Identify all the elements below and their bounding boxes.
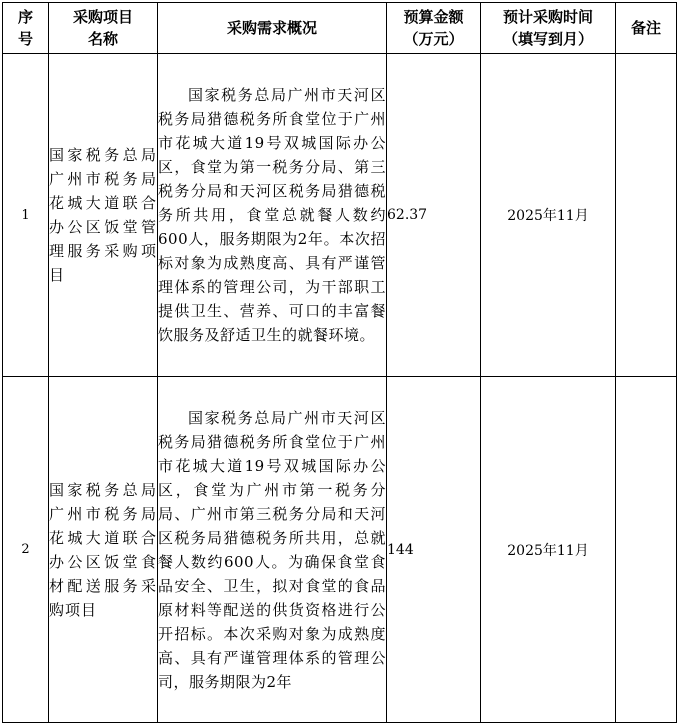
row-seq: 1 [3,54,49,377]
row-remark [616,54,677,377]
table-row [3,54,677,377]
header-time: 预计采购时间 （填写到月） [481,3,616,54]
row-summary: 国家税务总局广州市天河区税务局猎德税务所食堂位于广州市花城大道19号双城国际办公区，食堂为广州市第一税务分局、广州市第三税务分局和天河区税务局猎德税务所共用，总就餐人数约600人。为确保食堂食品安全、卫生，拟对食堂的食品原材料等配送的供货资格进行公开招标。本次采购对象为成熟度高、具有严谨管理体系的管理公司，服务期限为2年 [158,377,387,723]
row-project-name: 国家税务总局广州市税务局花城大道联合办公区饭堂食材配送服务采购项目 [49,377,158,723]
row-budget: 144 [387,377,481,723]
header-row [3,3,677,54]
header-summary: 采购需求概况 [158,3,387,54]
row-summary: 国家税务总局广州市天河区税务局猎德税务所食堂位于广州市花城大道19号双城国际办公区，食堂为第一税务分局、第三税务分局和天河区税务局猎德税务所共用，食堂总就餐人数约600人，服务期限为2年。本次招标对象为成熟度高、具有严谨管理体系的管理公司，为干部职工提供卫生、营养、可口的丰富餐饮服务及舒适卫生的就餐环境。 [158,54,387,377]
table-row [3,377,677,723]
header-project-name: 采购项目 名称 [49,3,158,54]
row-seq: 2 [3,377,49,723]
header-remark: 备注 [616,3,677,54]
header-seq: 序 号 [3,3,49,54]
header-budget: 预算金额 （万元） [387,3,481,54]
row-time: 2025年11月 [481,54,616,377]
procurement-table [2,2,677,723]
row-time: 2025年11月 [481,377,616,723]
row-remark [616,377,677,723]
row-budget: 62.37 [387,54,481,377]
row-project-name: 国家税务总局广州市税务局花城大道联合办公区饭堂管理服务采购项目 [49,54,158,377]
